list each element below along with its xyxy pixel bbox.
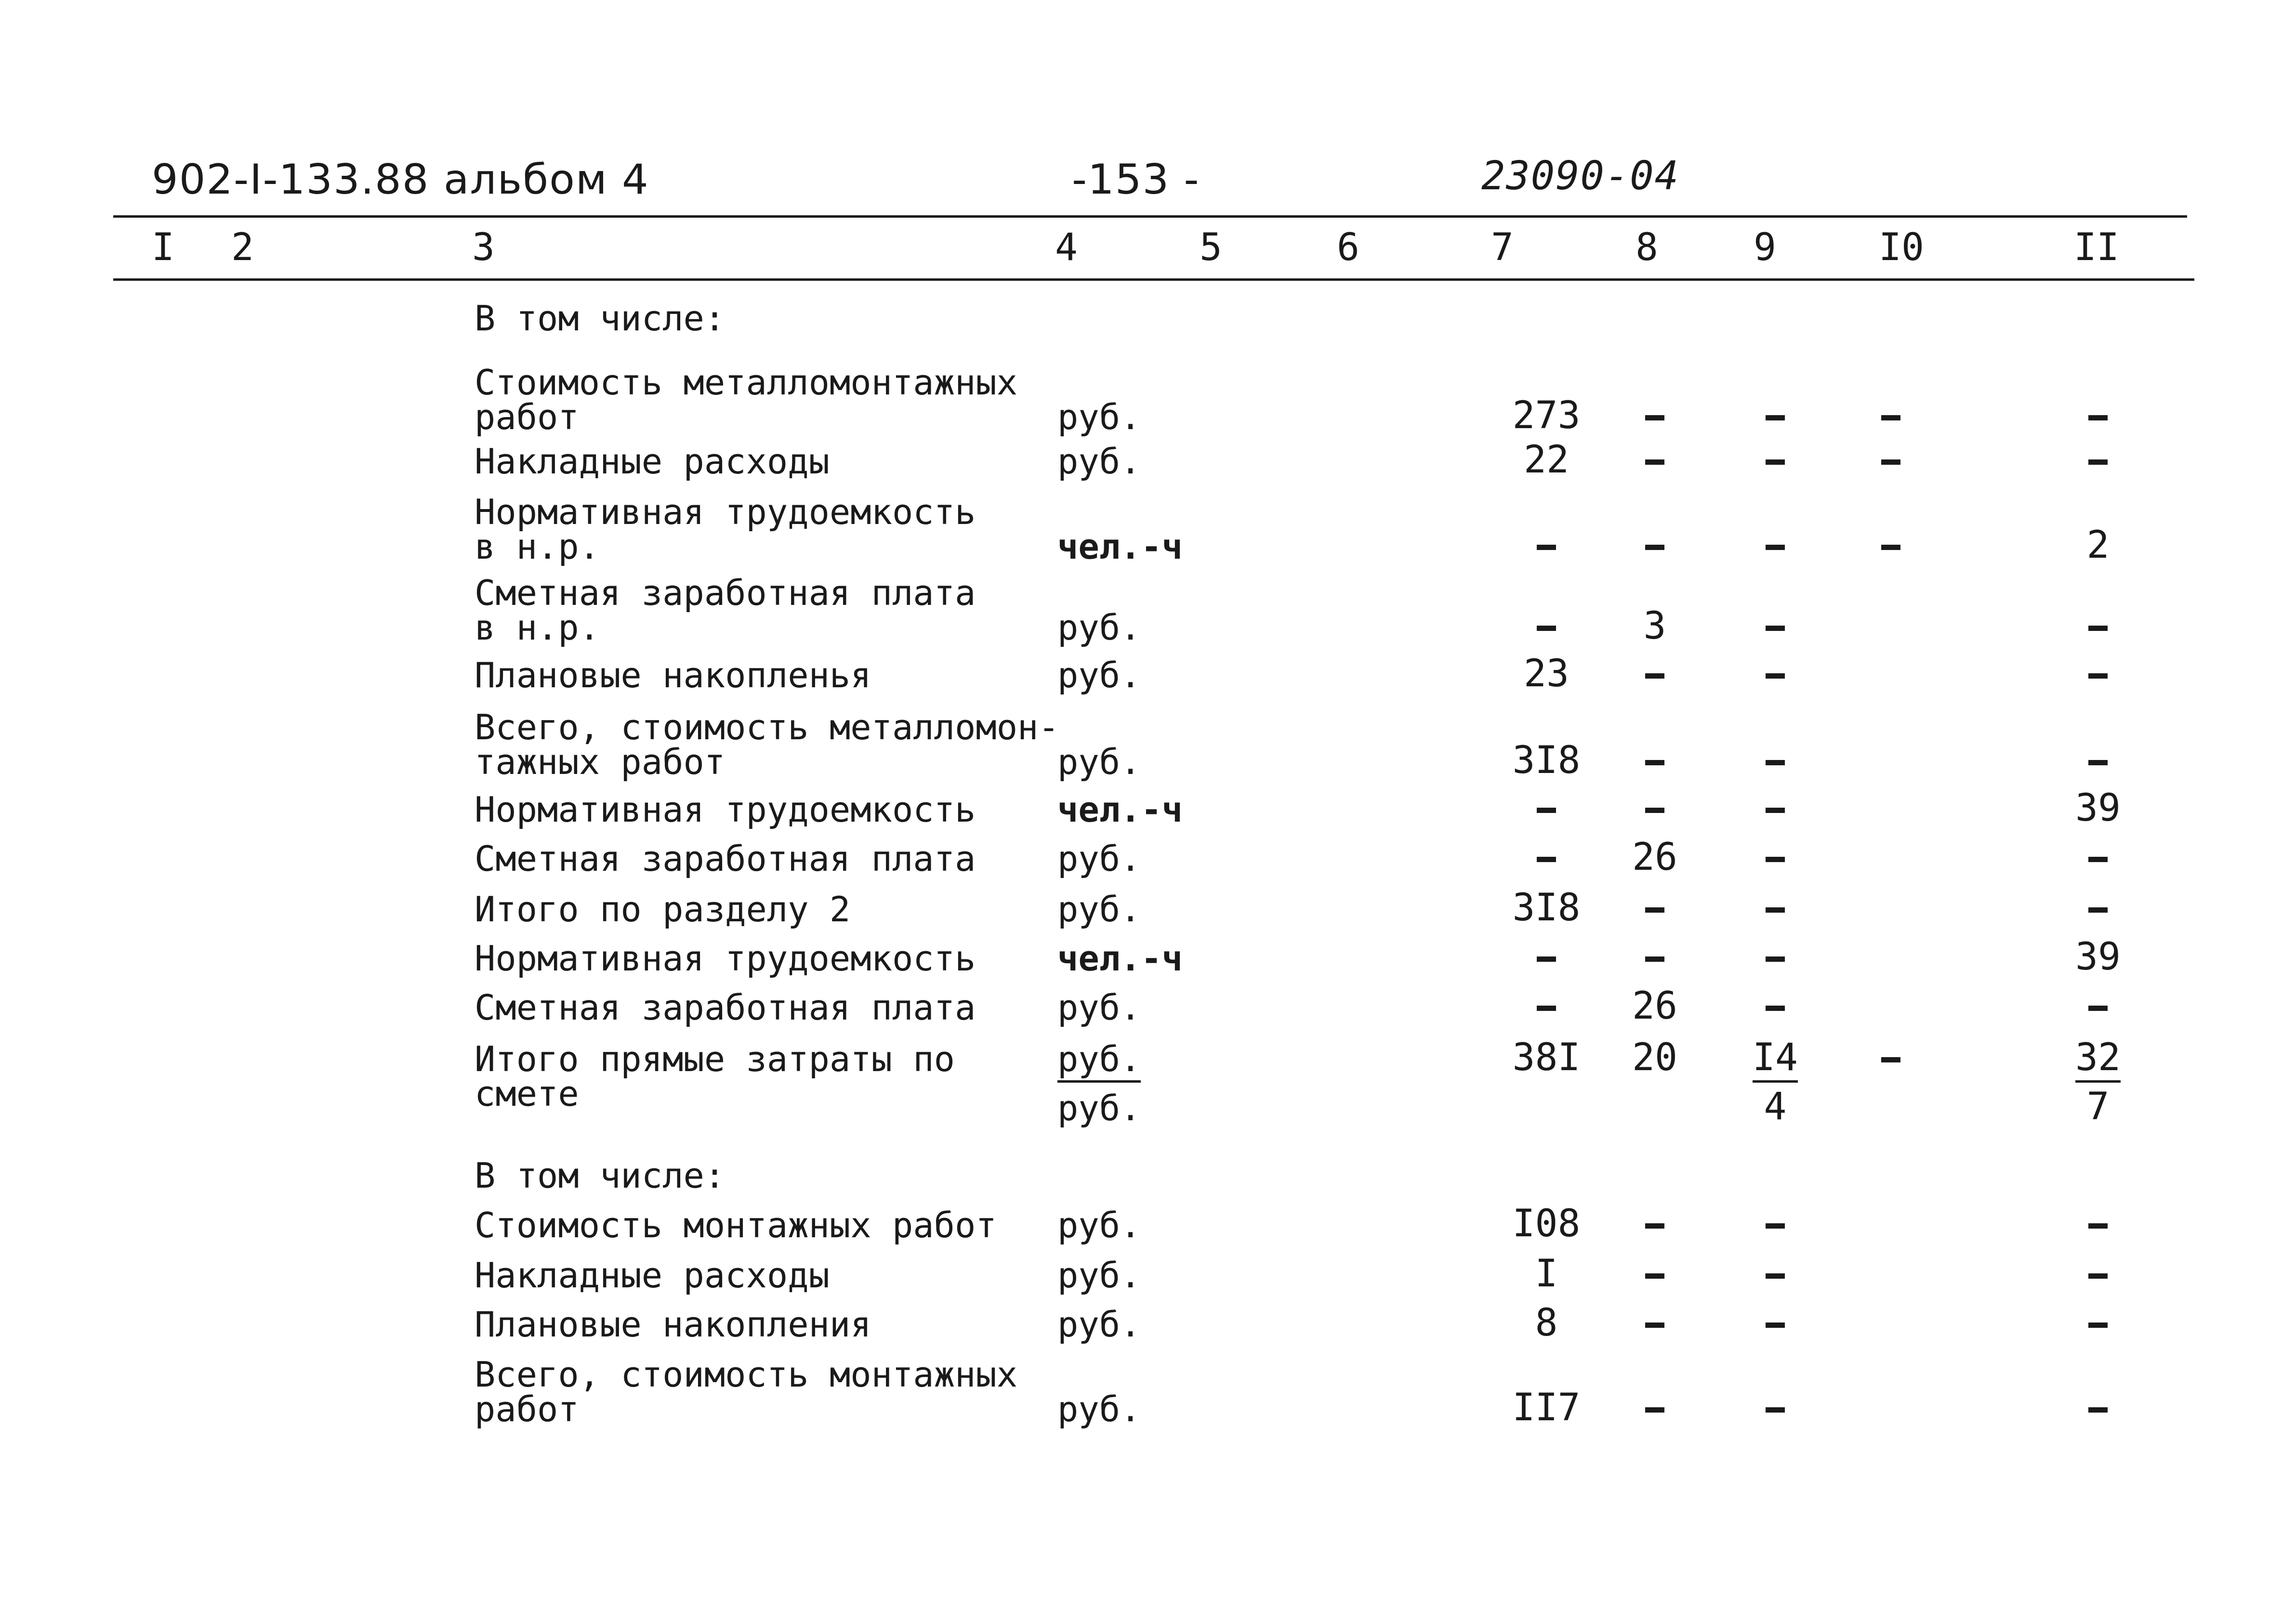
cell-c11-top <box>2038 1036 2158 1079</box>
cell-c8 <box>1595 397 1715 434</box>
dash-mark <box>1766 1407 1785 1413</box>
cell-c8 <box>1595 984 1715 1028</box>
cell-c10 <box>1831 441 1951 479</box>
cell-c11 <box>2038 838 2158 876</box>
column-number: 8 <box>1636 226 1658 269</box>
row-label: Стоимость монтажных работ <box>475 1205 997 1245</box>
dash-mark <box>1766 1273 1785 1279</box>
unit-value: руб. <box>1057 607 1141 648</box>
unit-value: руб. <box>1057 742 1141 782</box>
cell-value: II7 <box>1512 1386 1581 1429</box>
row-label: Сметная заработная плата <box>475 987 976 1028</box>
cell-c9 <box>1715 1389 1835 1427</box>
cell-c9 <box>1715 889 1835 927</box>
row-unit <box>1057 1304 1141 1345</box>
column-number: 7 <box>1491 226 1514 269</box>
unit-value: чел.-ч <box>1057 938 1183 979</box>
cell-c9 <box>1715 397 1835 434</box>
unit-value: руб. <box>1057 1205 1141 1245</box>
unit-value: чел.-ч <box>1057 526 1183 567</box>
dash-mark <box>1645 808 1664 813</box>
cell-c11 <box>2038 1389 2158 1427</box>
cell-value: 38I <box>1512 1036 1581 1079</box>
cell-c9 <box>1715 987 1835 1025</box>
cell-c9 <box>1715 441 1835 479</box>
cell-c8 <box>1595 889 1715 927</box>
row-unit <box>1057 1389 1141 1429</box>
row-unit <box>1057 526 1183 567</box>
row-label: Итого по разделу 2 <box>475 889 851 930</box>
cell-c11 <box>2038 786 2158 830</box>
dash-mark <box>2088 1223 2108 1229</box>
column-number: 9 <box>1754 226 1776 269</box>
dash-mark <box>1766 1223 1785 1229</box>
cell-c11 <box>2038 1304 2158 1342</box>
cell-c10 <box>1831 1039 1951 1076</box>
column-number: 5 <box>1200 226 1222 269</box>
row-label: Всего, стоимость монтажных работ <box>475 1354 1018 1429</box>
row-label: Накладные расходы <box>475 441 830 482</box>
row-unit <box>1057 1039 1141 1079</box>
dash-mark <box>2088 415 2108 420</box>
cell-c9 <box>1715 742 1835 779</box>
table-header-rule <box>113 278 2194 281</box>
dash-mark <box>1645 415 1664 420</box>
cell-c9 <box>1715 1205 1835 1243</box>
unit-value: чел.-ч <box>1057 789 1183 830</box>
cell-value: 3 <box>1643 604 1666 648</box>
cell-c11 <box>2038 1255 2158 1293</box>
dash-mark <box>1645 1273 1664 1279</box>
cell-c9 <box>1715 607 1835 645</box>
cell-c9-top <box>1715 1036 1835 1079</box>
dash-mark <box>2088 1273 2108 1279</box>
cell-c8 <box>1595 938 1715 976</box>
row-label: Плановые накопления <box>475 1304 871 1345</box>
cell-value: I <box>1535 1252 1558 1296</box>
section-subtitle: В том числе: <box>475 1155 726 1196</box>
dash-mark <box>1766 857 1785 862</box>
cell-c8 <box>1595 1389 1715 1427</box>
row-label: Итого прямые затраты по смете <box>475 1039 955 1114</box>
cell-c8 <box>1595 441 1715 479</box>
cell-c8 <box>1595 1255 1715 1293</box>
cell-c8 <box>1595 1304 1715 1342</box>
dash-mark <box>2088 673 2108 679</box>
dash-mark <box>1766 808 1785 813</box>
unit-value: руб. <box>1057 655 1141 695</box>
row-label: Сметная заработная плата в н.р. <box>475 573 976 648</box>
unit-value: руб. <box>1057 1039 1141 1083</box>
cell-value: 4 <box>1764 1085 1787 1128</box>
dash-mark <box>1766 956 1785 962</box>
cell-c11 <box>2038 655 2158 693</box>
cell-c11 <box>2038 889 2158 927</box>
dash-mark <box>1537 545 1556 550</box>
cell-c10 <box>1831 526 1951 564</box>
dash-mark <box>1537 626 1556 631</box>
dash-mark <box>1766 626 1785 631</box>
column-number: II <box>2074 226 2119 269</box>
row-unit <box>1057 655 1141 695</box>
row-label: Нормативная трудоемкость в н.р. <box>475 492 976 567</box>
dash-mark <box>1645 673 1664 679</box>
unit-value: руб. <box>1057 1304 1141 1345</box>
unit-value: руб. <box>1057 987 1141 1028</box>
cell-c8 <box>1595 655 1715 693</box>
column-number: 4 <box>1055 226 1078 269</box>
cell-c9 <box>1715 655 1835 693</box>
cell-c11 <box>2038 1205 2158 1243</box>
cell-c9 <box>1715 526 1835 564</box>
row-unit <box>1057 789 1183 830</box>
dash-mark <box>1766 459 1785 465</box>
cell-c8 <box>1595 742 1715 779</box>
cell-c11 <box>2038 441 2158 479</box>
cell-c11 <box>2038 987 2158 1025</box>
dash-mark <box>1537 1006 1556 1011</box>
column-number: I <box>152 226 174 269</box>
row-label: Нормативная трудоемкость <box>475 789 976 830</box>
unit-value: руб. <box>1057 1255 1141 1296</box>
dash-mark <box>2088 760 2108 765</box>
dash-mark <box>2088 459 2108 465</box>
dash-mark <box>2088 1006 2108 1011</box>
dash-mark <box>1537 857 1556 862</box>
cell-c9 <box>1715 938 1835 976</box>
cell-value: 26 <box>1632 836 1677 879</box>
cell-value: 22 <box>1524 438 1569 482</box>
row-unit <box>1057 1205 1141 1245</box>
dash-mark <box>1881 1057 1900 1062</box>
section-subtitle: В том числе: <box>475 298 726 339</box>
cell-value: 2 <box>2086 524 2110 567</box>
cell-c11 <box>2038 935 2158 979</box>
cell-value: 3I8 <box>1512 886 1581 930</box>
dash-mark <box>1766 1006 1785 1011</box>
cell-c9 <box>1715 1255 1835 1293</box>
row-label: Нормативная трудоемкость <box>475 938 976 979</box>
cell-c10 <box>1831 397 1951 434</box>
dash-mark <box>1645 1223 1664 1229</box>
dash-mark <box>1766 760 1785 765</box>
cell-value: 20 <box>1632 1036 1677 1079</box>
dash-mark <box>1645 1323 1664 1328</box>
dash-mark <box>1766 673 1785 679</box>
cell-value: 8 <box>1535 1301 1558 1345</box>
dash-mark <box>1645 1407 1664 1413</box>
cell-c11 <box>2038 742 2158 779</box>
cell-value: 3I8 <box>1512 739 1581 782</box>
row-label: Сметная заработная плата <box>475 838 976 879</box>
column-number: 6 <box>1337 226 1359 269</box>
dash-mark <box>1645 907 1664 913</box>
row-label: Стоимость металломонтажных работ <box>475 362 1018 437</box>
row-unit <box>1057 987 1141 1028</box>
dash-mark <box>2088 1323 2108 1328</box>
row-unit <box>1057 889 1141 930</box>
archive-number: 23090-04 <box>1481 153 1679 199</box>
dash-mark <box>1645 545 1664 550</box>
cell-c11 <box>2038 607 2158 645</box>
cell-c11 <box>2038 524 2158 567</box>
cell-value: I08 <box>1512 1202 1581 1245</box>
dash-mark <box>1537 956 1556 962</box>
dash-mark <box>1881 415 1900 420</box>
cell-value: 273 <box>1512 394 1581 437</box>
cell-value: 26 <box>1632 984 1677 1028</box>
row-label: Всего, стоимость металломон- тажных работ <box>475 707 1059 782</box>
dash-mark <box>1881 545 1900 550</box>
unit-value: руб. <box>1057 441 1141 482</box>
document-code: 902-I-133.88 альбом 4 <box>152 156 649 204</box>
table-top-rule <box>113 215 2187 218</box>
cell-c8 <box>1595 789 1715 827</box>
cell-c8 <box>1595 526 1715 564</box>
unit-value: руб. <box>1057 397 1141 437</box>
dash-mark <box>1881 459 1900 465</box>
unit-value: руб. <box>1057 1088 1141 1128</box>
row-unit <box>1057 441 1141 482</box>
cell-c8 <box>1595 604 1715 648</box>
row-unit <box>1057 607 1141 648</box>
dash-mark <box>1645 760 1664 765</box>
cell-value: 39 <box>2075 935 2121 979</box>
dash-mark <box>1766 907 1785 913</box>
cell-c11-bottom <box>2038 1085 2158 1128</box>
row-unit <box>1057 938 1183 979</box>
dash-mark <box>2088 907 2108 913</box>
cell-c9 <box>1715 838 1835 876</box>
cell-value: 23 <box>1524 652 1569 695</box>
dash-mark <box>2088 857 2108 862</box>
cell-value: I4 <box>1753 1036 1798 1083</box>
cell-c11 <box>2038 397 2158 434</box>
row-unit <box>1057 838 1141 879</box>
dash-mark <box>2088 626 2108 631</box>
unit-value: руб. <box>1057 838 1141 879</box>
cell-value: 32 <box>2075 1036 2121 1083</box>
page-number: -153 - <box>1072 156 1200 204</box>
column-number: 2 <box>231 226 254 269</box>
column-number: 3 <box>472 226 495 269</box>
cell-c8 <box>1595 1205 1715 1243</box>
cell-c8 <box>1595 1036 1715 1079</box>
dash-mark <box>1766 415 1785 420</box>
column-number: I0 <box>1879 226 1924 269</box>
cell-c9 <box>1715 789 1835 827</box>
dash-mark <box>1645 956 1664 962</box>
dash-mark <box>1537 808 1556 813</box>
cell-value: 39 <box>2075 786 2121 830</box>
row-unit <box>1057 742 1141 782</box>
dash-mark <box>1645 459 1664 465</box>
unit-value: руб. <box>1057 1389 1141 1429</box>
row-unit <box>1057 1088 1141 1128</box>
cell-value: 7 <box>2086 1085 2110 1128</box>
cell-c8 <box>1595 836 1715 879</box>
dash-mark <box>1766 545 1785 550</box>
cell-c9-bottom <box>1715 1085 1835 1128</box>
cell-c9 <box>1715 1304 1835 1342</box>
dash-mark <box>2088 1407 2108 1413</box>
row-unit <box>1057 1255 1141 1296</box>
row-label: Плановые накопленья <box>475 655 871 695</box>
row-unit <box>1057 397 1141 437</box>
row-label: Накладные расходы <box>475 1255 830 1296</box>
dash-mark <box>1766 1323 1785 1328</box>
unit-value: руб. <box>1057 889 1141 930</box>
